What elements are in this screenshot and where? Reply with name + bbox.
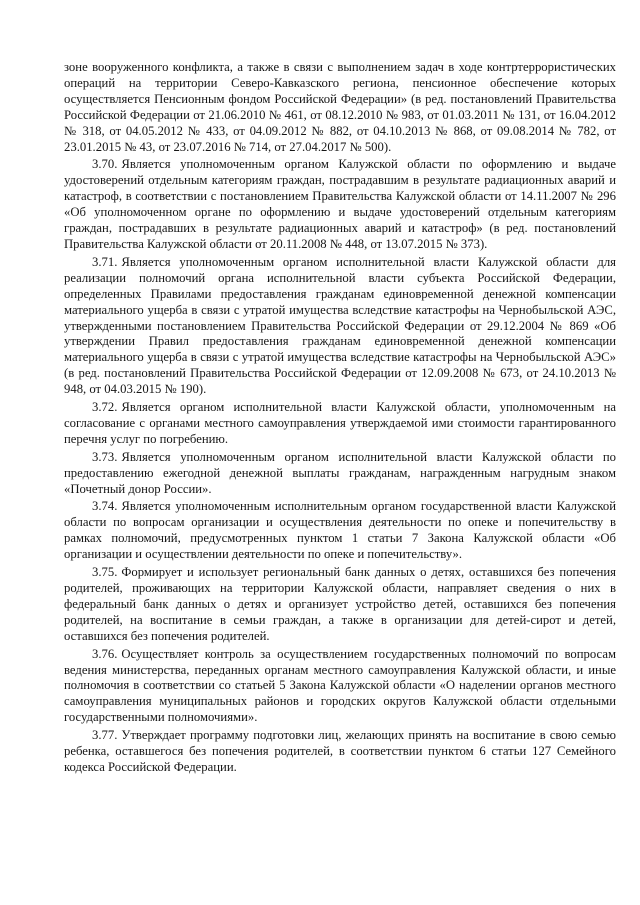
paragraph-3-77 bbox=[64, 728, 616, 776]
paragraph-3-71 bbox=[64, 255, 616, 398]
paragraph-number: 3.76. bbox=[92, 646, 118, 661]
paragraph-3-70 bbox=[64, 157, 616, 252]
paragraph-number: 3.77. bbox=[92, 728, 118, 743]
paragraph-text: Утверждает программу подготовки лиц, желающих принять на воспитание в свою семью ребенка, оставшегося без попечения родителей, в соответствии пунктом 6 статьи 127 Семейного кодекса Российской Федерации. bbox=[64, 728, 616, 774]
paragraph-number: 3.72. bbox=[92, 400, 118, 415]
paragraph-3-73 bbox=[64, 450, 616, 498]
paragraph-text: зоне вооруженного конфликта, а также в связи с выполнением задач в ходе контртеррористических операций на территории Северо-Кавказского региона, пенсионное обеспечение которых осуществляется Пенсионным фондом Российской Федерации» (в ред. постановлений Правительства Российской Федерации от 21.06.2010 № 461, от 08.12.2010 № 983, от 01.03.2011 № 131, от 16.04.2012 № 318, от 04.05.2012 № 433, от 04.09.2012 № 882, от 04.10.2013 № 868, от 09.08.2014 № 782, от 23.01.2015 № 43, от 23.07.2016 № 714, от 27.04.2017 № 500). bbox=[64, 60, 616, 154]
paragraph-number: 3.70. bbox=[92, 157, 118, 172]
paragraph-number: 3.75. bbox=[92, 565, 118, 580]
paragraph-3-75 bbox=[64, 565, 616, 645]
document-body bbox=[64, 60, 616, 778]
paragraph-continuation bbox=[64, 60, 616, 155]
paragraph-text: Является уполномоченным органом исполнительной власти Калужской области по предоставлению ежегодной денежной выплаты гражданам, награжденным нагрудным знаком «Почетный донор России». bbox=[64, 449, 616, 496]
paragraph-3-76 bbox=[64, 647, 616, 727]
paragraph-text: Осуществляет контроль за осуществлением государственных полномочий по вопросам ведения министерства, переданных органам местного самоуправления Калужской области, и иные полномочия в соответствии со статьей 5 Закона Калужской области «О наделении органов местного самоуправления муниципальных районов и городских округов Калужской области отдельными государственными полномочиями». bbox=[64, 646, 616, 725]
paragraph-text: Является уполномоченным органом Калужской области по оформлению и выдаче удостоверений отдельным категориям граждан, пострадавшим в результате радиационных аварий и катастроф, в соответствии с постановлением Правительства Калужской области от 14.11.2007 № 296 «Об уполномоченном органе по оформлению и выдаче удостоверений отдельным категориям граждан, пострадавших в результате радиационных аварий и катастроф» (в ред. постановлений Правительства Калужской области от 20.11.2008 № 448, от 13.07.2015 № 373). bbox=[64, 157, 616, 251]
paragraph-number: 3.73. bbox=[92, 449, 118, 464]
paragraph-text: Является уполномоченным органом исполнительной власти Калужской области для реализации полномочий органа исполнительной власти субъекта Российской Федерации, определенных Правилами предоставления гражданам единовременной денежной компенсации материального ущерба в связи с утратой имущества вследствие катастрофы на Чернобыльской АЭС, утвержденными постановлением Правительства Российской Федерации от 29.12.2004 № 869 «Об утверждении Правил предоставления гражданам единовременной денежной компенсации материального ущерба в связи с утратой имущества вследствие катастрофы на Чернобыльской АЭС» (в ред. постановлений Правительства Российской Федерации от 12.09.2008 № 673, от 24.10.2013 № 948, от 04.03.2015 № 190). bbox=[64, 254, 616, 397]
paragraph-3-74 bbox=[64, 499, 616, 563]
paragraph-text: Формирует и использует региональный банк данных о детях, оставшихся без попечения родителей, проживающих на территории Калужской области, направляет сведения о них в федеральный банк данных о детях и организует устройство детей, оставшихся без попечения родителей, на воспитание в семьи граждан, а также в организации для детей-сирот и детей, оставшихся без попечения родителей. bbox=[64, 565, 616, 643]
paragraph-number: 3.74. bbox=[92, 499, 118, 514]
paragraph-text: Является органом исполнительной власти Калужской области, уполномоченным на согласование с органами местного самоуправления утверждаемой ими стоимости гарантированного перечня услуг по погребению. bbox=[64, 400, 616, 446]
paragraph-number: 3.71. bbox=[92, 254, 118, 269]
paragraph-text: Является уполномоченным исполнительным органом государственной власти Калужской области по вопросам организации и осуществления деятельности по опеке и попечительству в рамках полномочий, предусмотренных пунктом 1 статьи 7 Закона Калужской области «Об организации и осуществлении деятельности по опеке и попечительству». bbox=[64, 499, 616, 562]
paragraph-3-72 bbox=[64, 400, 616, 448]
